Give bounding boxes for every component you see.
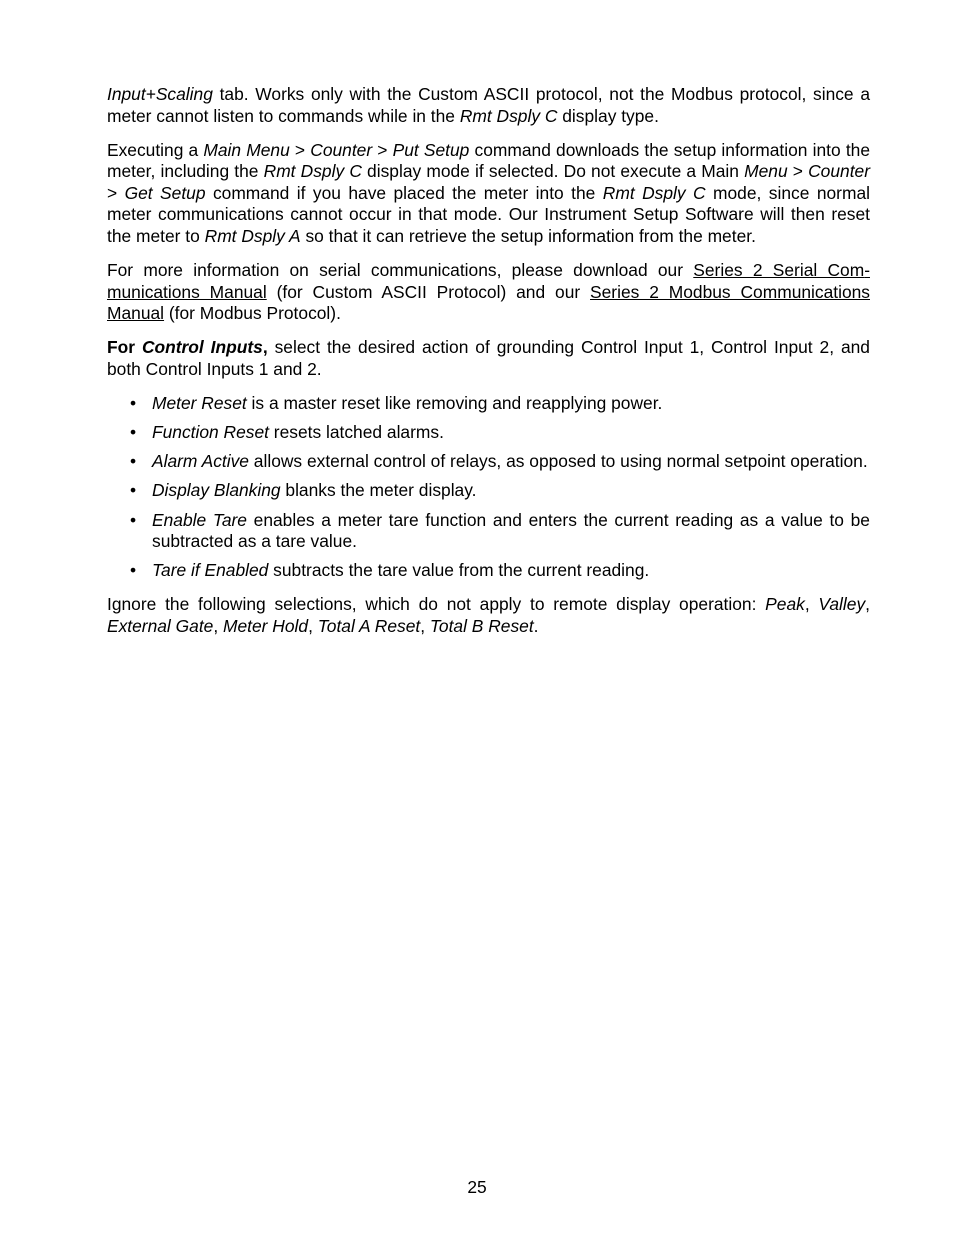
list-item-term: Meter Reset <box>152 393 247 414</box>
term-peak: Peak <box>765 594 805 615</box>
term-get-setup: Get Setup <box>124 182 206 203</box>
paragraph-input-scaling <box>107 84 870 127</box>
term-counter: Counter <box>310 139 373 160</box>
list-item-term: Display Blanking <box>152 480 281 501</box>
paragraph-text: > <box>372 139 393 160</box>
bullet-icon: • <box>130 509 137 530</box>
paragraph-text: Ignore the following selections, which do not apply to remote display operation: <box>107 594 766 615</box>
term-rmt-dsply-c: Rmt Dsply C <box>602 182 706 203</box>
list-item <box>107 422 870 444</box>
lead-comma: , <box>262 337 268 358</box>
paragraph-text: mode, since normal meter communications cannot occur in that mode. Our Instrument Setup Software will then reset the meter to <box>107 182 870 247</box>
bullet-icon: • <box>130 422 137 443</box>
term-external-gate: External Gate <box>107 615 214 636</box>
term-valley: Valley <box>818 594 866 615</box>
paragraph-put-setup <box>107 140 870 248</box>
term-meter-hold: Meter Hold <box>223 615 309 636</box>
bullet-icon: • <box>130 480 137 501</box>
term-rmt-dsply-a: Rmt Dsply A <box>204 226 301 247</box>
bullet-icon: • <box>130 393 137 414</box>
term-input-scaling: Input+Scaling <box>107 84 213 104</box>
list-item-text: resets latched alarms. <box>268 422 444 443</box>
document-page <box>107 84 870 650</box>
list-item-text: blanks the meter display. <box>280 480 477 501</box>
separator: , <box>804 594 819 615</box>
term-total-a-reset: Total A Reset <box>317 615 421 636</box>
paragraph-text: > <box>787 161 809 182</box>
separator: , <box>213 615 224 636</box>
paragraph-text: select the desired action of grounding Control Input 1, Control Input 2, and both Control Inputs 1 and 2. <box>107 337 870 380</box>
paragraph-text: (for Modbus Protocol). <box>164 303 341 324</box>
list-item <box>107 480 870 502</box>
bullet-icon: • <box>130 560 137 581</box>
paragraph-text: command if you have placed the meter into the <box>205 182 603 203</box>
term-counter: Counter <box>808 161 870 182</box>
term-menu: Menu <box>744 161 788 182</box>
bullet-icon: • <box>130 451 137 472</box>
page-number: 25 <box>467 1177 487 1197</box>
link-modbus-communications-manual[interactable]: Series 2 Modbus Communications Manual <box>107 281 870 324</box>
paragraph-control-inputs <box>107 337 870 380</box>
paragraph-text: display type. <box>557 105 659 126</box>
separator: , <box>308 615 318 636</box>
paragraph-text: tab. Works only with the Custom ASCII protocol, not the Modbus protocol, since a meter cannot listen to commands while in the <box>107 84 870 126</box>
control-input-options-list <box>107 393 870 582</box>
paragraph-text: For more information on serial communications, please download our <box>107 260 694 281</box>
list-item-term: Enable Tare <box>152 509 247 530</box>
paragraph-text: display mode if selected. Do not execute a Main <box>361 161 745 182</box>
list-item-term: Tare if Enabled <box>152 560 269 581</box>
paragraph-ignore-selections <box>107 594 870 637</box>
paragraph-text: Executing a <box>107 139 204 160</box>
list-item-term: Function Reset <box>152 422 269 443</box>
list-item <box>107 510 870 553</box>
paragraph-text: so that it can retrieve the setup information from the meter. <box>300 226 756 247</box>
list-item-text: allows external control of relays, as opposed to using normal setpoint operation. <box>248 451 868 472</box>
term-total-b-reset: Total B Reset <box>429 615 534 636</box>
term-rmt-dsply-c: Rmt Dsply C <box>459 105 558 126</box>
list-item <box>107 393 870 415</box>
list-item-text: enables a meter tare function and enters the current reading as a value to be subtracted as a tare value. <box>152 509 870 552</box>
lead-for: For <box>107 337 142 358</box>
list-item-text: subtracts the tare value from the current reading. <box>268 560 650 581</box>
term-rmt-dsply-c: Rmt Dsply C <box>263 161 362 182</box>
list-item <box>107 560 870 582</box>
list-item-text: is a master reset like removing and reapplying power. <box>246 393 663 414</box>
paragraph-text: (for Custom ASCII Protocol) and our <box>266 281 591 302</box>
link-serial-communications-manual[interactable]: Series 2 Serial Communications Manual <box>107 260 870 302</box>
separator: , <box>420 615 430 636</box>
separator: . <box>533 615 539 636</box>
list-item <box>107 451 870 473</box>
paragraph-text: > <box>107 182 125 203</box>
paragraph-serial-info <box>107 260 870 325</box>
paragraph-text: > <box>289 139 311 160</box>
term-main-menu: Main Menu <box>203 139 290 160</box>
separator: , <box>865 594 870 615</box>
paragraph-text: command downloads the setup information into the meter, including the <box>107 139 870 182</box>
term-control-inputs: Control Inputs <box>141 337 263 358</box>
term-put-setup: Put Setup <box>392 139 470 160</box>
list-item-term: Alarm Active <box>152 451 249 472</box>
